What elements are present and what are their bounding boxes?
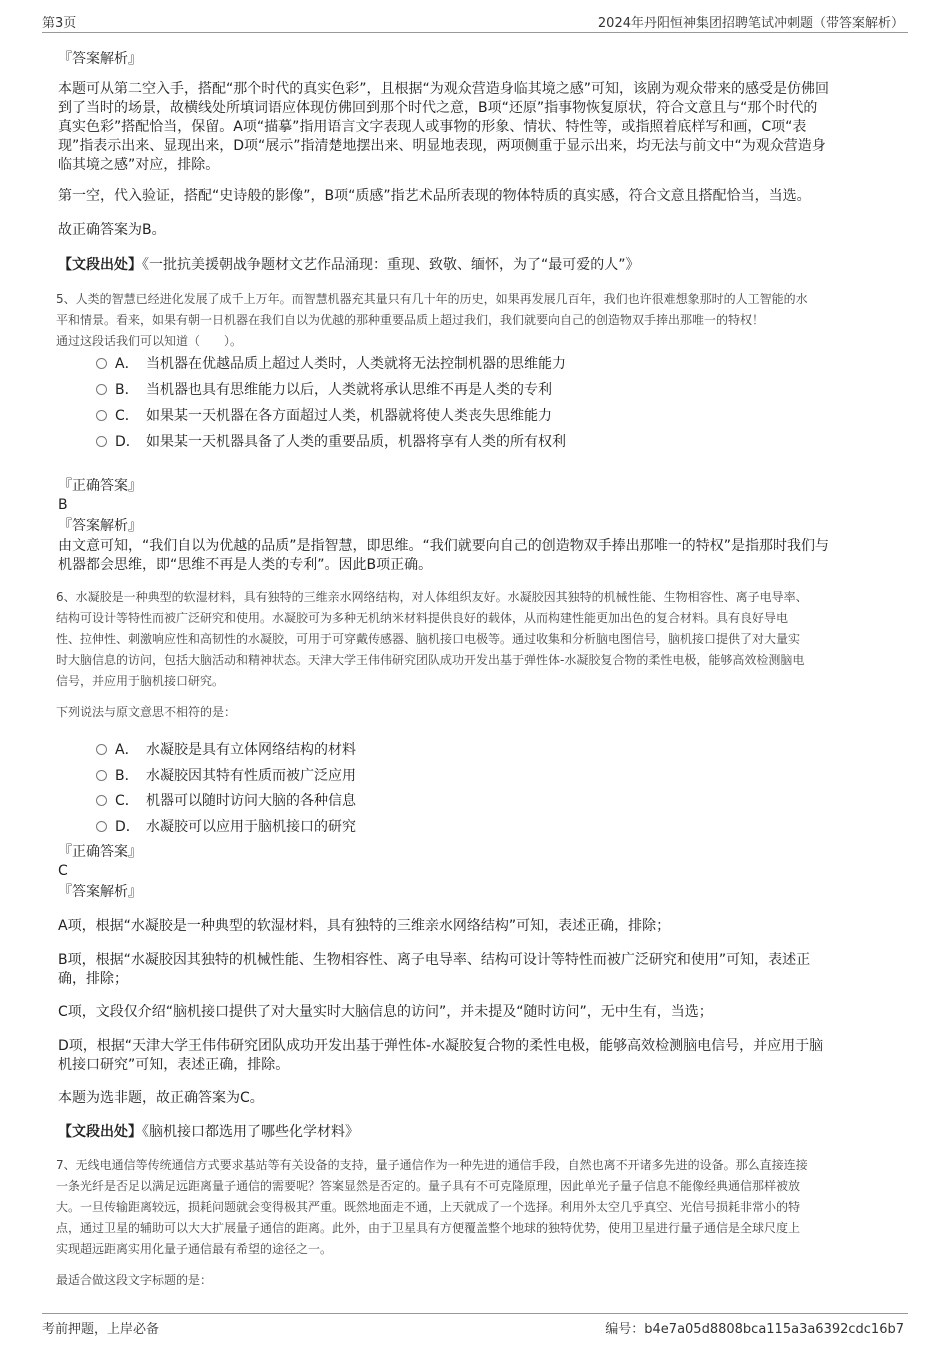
- q7-stem-line: 7、无线电通信等传统通信方式要求基站等有关设备的支持，量子通信作为一种先进的通信手段，自然也离不开诸多先进的设备。那么直接连接: [56, 1158, 808, 1172]
- q6-source: [58, 1123, 359, 1142]
- q4-analysis-p2: 第一空，代入验证，搭配“史诗般的影像”，B项“质感”指艺术品所表现的物体特质的真实感，符合文意且搭配恰当，当选。: [58, 188, 811, 204]
- q4-analysis-line: 真实色彩”搭配恰当，保留。A项“描摹”指用语言文字表现人或事物的形象、情状、特性等，或指照着底样写和画，C项“表: [58, 119, 807, 135]
- radio-button[interactable]: [96, 410, 107, 421]
- q7-stem-line: 一条光纤是否足以满足远距离量子通信的需要呢？答案显然是否定的。量子具有不可克隆原理，因此单光子量子信息不能像经典通信那样被放: [56, 1179, 801, 1193]
- radio-button[interactable]: [96, 384, 107, 395]
- q6-analysis-d: [58, 1037, 908, 1075]
- option-text: 当机器在优越品质上超过人类时，人类就将无法控制机器的思维能力: [146, 356, 566, 372]
- q6-correct-label: 『正确答案』: [58, 844, 142, 860]
- q7-stem-line: 实现超远距离实用化量子通信最有希望的途径之一。: [56, 1242, 333, 1256]
- page-header: [42, 8, 908, 33]
- option-text: 水凝胶可以应用于脑机接口的研究: [146, 819, 356, 835]
- source-label: 【文段出处】: [58, 257, 142, 273]
- q7-stem-line: 点，通过卫星的辅助可以大大扩展量子通信的距离。此外，由于卫星具有方便覆盖整个地球的独特优势，使用卫星进行量子通信是全球尺度上: [56, 1221, 801, 1235]
- document-title: 2024年丹阳恒神集团招聘笔试冲刺题（带答案解析）: [597, 16, 904, 31]
- q5-stem-line: 通过这段话我们可以知道（ ）。: [56, 334, 243, 348]
- q6-analysis-a: A项，根据“水凝胶是一种典型的软湿材料，具有独特的三维亲水网络结构”可知，表述正确，排除；: [58, 918, 671, 934]
- q6-analysis-label: 『答案解析』: [58, 884, 142, 900]
- q6-stem-line: 结构可设计等特性而被广泛研究和使用。水凝胶可为多种无机纳米材料提供良好的载体，从而构建性能更加出色的复合材料。具有良好导电: [56, 611, 789, 625]
- radio-button[interactable]: [96, 770, 107, 781]
- q5-analysis-line: 由文意可知，“我们自以为优越的品质”是指智慧，即思维。“我们就要向自己的创造物双手捧出那唯一的特权”是指那时我们与: [58, 538, 830, 554]
- option-text: 当机器也具有思维能力以后，人类就将承认思维不再是人类的专利: [146, 382, 552, 398]
- q6-analysis-c: C项，文段仅介绍“脑机接口提供了对大量实时大脑信息的访问”，并未提及“随时访问”，无中生有，当选；: [58, 1004, 713, 1020]
- q5-stem: [56, 289, 906, 352]
- q6-stem-line: 6、水凝胶是一种典型的软湿材料，具有独特的三维亲水网络结构，对人体组织友好。水凝胶因其独特的机械性能、生物相容性、离子电导率、: [56, 590, 808, 604]
- option-letter: A．: [115, 742, 139, 758]
- source-text: 《一批抗美援朝战争题材文艺作品涌现：重现、致敬、缅怀，为了“最可爱的人”》: [142, 257, 640, 273]
- option-letter: D．: [115, 819, 140, 835]
- page-footer: [42, 1313, 908, 1338]
- option-letter: B．: [115, 382, 139, 398]
- q6-prompt: 下列说法与原文意思不相符的是：: [56, 705, 237, 719]
- q5-correct-answer: B: [58, 497, 68, 513]
- option-letter: B．: [115, 768, 139, 784]
- source-label: 【文段出处】: [58, 1124, 142, 1140]
- q4-analysis-label: 『答案解析』: [58, 51, 142, 67]
- q4-source: [58, 256, 640, 275]
- option-text: 如果某一天机器在各方面超过人类，机器就将使人类丧失思维能力: [146, 408, 552, 424]
- option-text: 水凝胶因其特有性质而被广泛应用: [146, 768, 356, 784]
- q4-analysis-line: 临其境之感”对应，排除。: [58, 157, 220, 173]
- footer-slogan: 考前押题，上岸必备: [42, 1322, 160, 1337]
- document-code: 编号：b4e7a05d8808bca115a3a6392cdc16b7: [605, 1322, 904, 1337]
- q4-analysis-line: 本题可从第二空入手，搭配“那个时代的真实色彩”，且根据“为观众营造身临其境之感”可知，该剧为观众带来的感受是仿佛回: [58, 81, 830, 97]
- q6-stem-line: 信号，并应用于脑机接口研究。: [56, 674, 225, 688]
- q4-analysis-line: 现”指表示出来、显现出来，D项“展示”指清楚地摆出来、明显地表现，两项侧重于显示出来，均无法与前文中“为观众营造身: [58, 138, 826, 154]
- page-number: 第3页: [42, 16, 77, 31]
- option-text: 水凝胶是具有立体网络结构的材料: [146, 742, 356, 758]
- q6-analysis-b: [58, 951, 908, 989]
- q5-correct-label: 『正确答案』: [58, 478, 142, 494]
- option-text: 机器可以随时访问大脑的各种信息: [146, 793, 356, 809]
- radio-button[interactable]: [96, 436, 107, 447]
- q6-analysis-line: 确，排除；: [58, 971, 128, 987]
- q4-analysis: [58, 80, 908, 175]
- q5-stem-line: 5、人类的智慧已经进化发展了成千上万年。而智慧机器充其量只有几十年的历史，如果再发展几百年，我们也许很难想象那时的人工智能的水: [56, 292, 808, 306]
- q5-analysis-line: 机器都会思维，即“思维不再是人类的专利”。因此B项正确。: [58, 557, 433, 573]
- q6-conclusion: 本题为选非题，故正确答案为C。: [58, 1090, 264, 1106]
- option-letter: C．: [115, 793, 139, 809]
- q6-stem: [56, 587, 906, 692]
- q6-stem-line: 性、拉伸性、刺激响应性和高韧性的水凝胶，可用于可穿戴传感器、脑机接口电极等。通过收集和分析脑电图信号，脑机接口提供了对大量实: [56, 632, 801, 646]
- radio-button[interactable]: [96, 821, 107, 832]
- q7-stem: [56, 1155, 906, 1260]
- source-text: 《脑机接口都选用了哪些化学材料》: [142, 1124, 359, 1140]
- q7-prompt: 最适合做这段文字标题的是：: [56, 1273, 213, 1287]
- option-letter: D．: [115, 434, 140, 450]
- option-letter: A．: [115, 356, 139, 372]
- q6-analysis-line: B项，根据“水凝胶因其独特的机械性能、生物相容性、离子电导率、结构可设计等特性而被广泛研究和使用”可知，表述正: [58, 952, 811, 968]
- option-text: 如果某一天机器具备了人类的重要品质，机器将享有人类的所有权利: [146, 434, 566, 450]
- radio-button[interactable]: [96, 744, 107, 755]
- q6-analysis-line: D项，根据“天津大学王伟伟研究团队成功开发出基于弹性体-水凝胶复合物的柔性电极，能够高效检测脑电信号，并应用于脑: [58, 1038, 824, 1054]
- radio-button[interactable]: [96, 358, 107, 369]
- q5-analysis-label: 『答案解析』: [58, 518, 142, 534]
- q6-stem-line: 时大脑信息的访问，包括大脑活动和精神状态。天津大学王伟伟研究团队成功开发出基于弹性体-水凝胶复合物的柔性电极，能够高效检测脑电: [56, 653, 805, 667]
- option-letter: C．: [115, 408, 139, 424]
- q4-analysis-line: 到了当时的场景，故横线处所填词语应体现仿佛回到那个时代之意，B项“还原”指事物恢复原状，符合文意且与“那个时代的: [58, 100, 818, 116]
- q6-correct-answer: C: [58, 863, 68, 879]
- q5-analysis: [58, 537, 908, 575]
- q5-stem-line: 平和情景。看来，如果有朝一日机器在我们自以为优越的那种重要品质上超过我们，我们就要向自己的创造物双手捧出那唯一的特权！: [56, 313, 765, 327]
- q7-stem-line: 大。一旦传输距离较远，损耗问题就会变得极其严重。既然地面走不通，上天就成了一个选择。利用外太空几乎真空、光信号损耗非常小的特: [56, 1200, 801, 1214]
- radio-button[interactable]: [96, 795, 107, 806]
- q6-analysis-line: 机接口研究”可知，表述正确，排除。: [58, 1057, 290, 1073]
- q4-conclusion: 故正确答案为B。: [58, 222, 166, 238]
